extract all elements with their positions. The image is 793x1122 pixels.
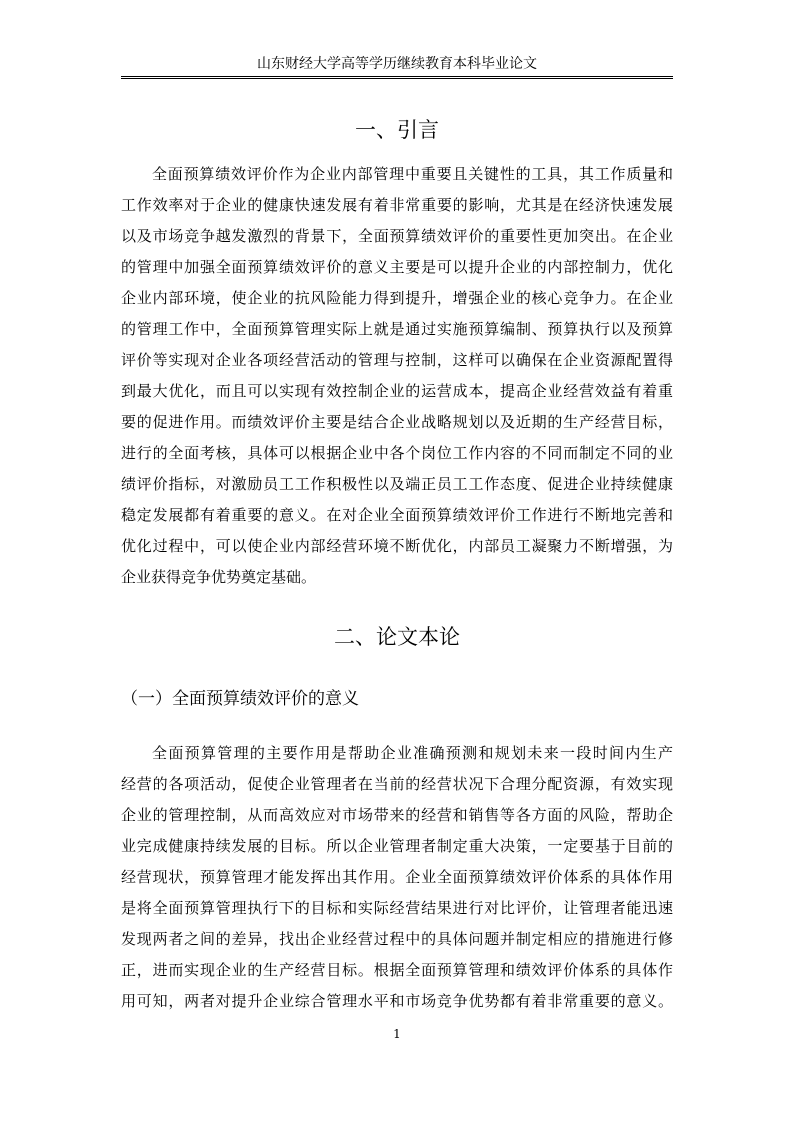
paragraph-line: 发现两者之间的差异，找出企业经营过程中的具体问题并制定相应的措施进行修 — [121, 930, 673, 948]
subsection-heading: （一）全面预算绩效评价的意义 — [121, 689, 359, 709]
paragraph-line: 绩评价指标，对激励员工工作积极性以及端正员工工作态度、促进企业持续健康 — [121, 475, 673, 493]
paragraph-line: 进行的全面考核，具体可以根据企业中各个岗位工作内容的不同而制定不同的业 — [121, 444, 673, 462]
paragraph-line: 工作效率对于企业的健康快速发展有着非常重要的影响，尤其是在经济快速发展 — [121, 196, 673, 214]
paragraph-line: 到最大优化，而且可以实现有效控制企业的运营成本，提高企业经营效益有着重 — [121, 382, 673, 400]
paragraph-line: 的管理工作中，全面预算管理实际上就是通过实施预算编制、预算执行以及预算 — [121, 320, 673, 338]
paragraph-line: 以及市场竞争越发激烈的背景下，全面预算绩效评价的重要性更加突出。在企业 — [121, 227, 673, 245]
paragraph-line: 企业获得竞争优势奠定基础。 — [121, 568, 317, 586]
paragraph-line: 全面预算管理的主要作用是帮助企业准确预测和规划未来一段时间内生产 — [152, 744, 673, 762]
section-heading-introduction: 一、引言 — [355, 118, 439, 142]
page-header: 山东财经大学高等学历继续教育本科毕业论文 — [257, 56, 537, 72]
paragraph-line: 业完成健康持续发展的目标。所以企业管理者制定重大决策，一定要基于目前的 — [121, 837, 673, 855]
paragraph-line: 优化过程中，可以使企业内部经营环境不断优化，内部员工凝聚力不断增强，为 — [121, 537, 673, 555]
section-heading-main-body: 二、论文本论 — [334, 625, 460, 649]
header-divider — [121, 76, 673, 79]
paragraph-line: 企业内部环境，使企业的抗风险能力得到提升，增强企业的核心竞争力。在企业 — [121, 289, 673, 307]
paragraph-line: 是将全面预算管理执行下的目标和实际经营结果进行对比评价，让管理者能迅速 — [121, 899, 673, 917]
paragraph-line: 经营现状，预算管理才能发挥出其作用。企业全面预算绩效评价体系的具体作用 — [121, 868, 673, 886]
paragraph-line: 要的促进作用。而绩效评价主要是结合企业战略规划以及近期的生产经营目标， — [121, 413, 673, 431]
paragraph-line: 用可知，两者对提升企业综合管理水平和市场竞争优势都有着非常重要的意义。 — [121, 992, 673, 1010]
paragraph-line: 全面预算绩效评价作为企业内部管理中重要且关键性的工具，其工作质量和 — [152, 165, 673, 183]
paragraph-line: 企业的管理控制，从而高效应对市场带来的经营和销售等各方面的风险，帮助企 — [121, 806, 673, 824]
paragraph-line: 稳定发展都有着重要的意义。在对企业全面预算绩效评价工作进行不断地完善和 — [121, 506, 673, 524]
page-number: 1 — [393, 1027, 401, 1041]
paragraph-line: 的管理中加强全面预算绩效评价的意义主要是可以提升企业的内部控制力，优化 — [121, 258, 673, 276]
paragraph-line: 正，进而实现企业的生产经营目标。根据全面预算管理和绩效评价体系的具体作 — [121, 961, 673, 979]
paragraph-line: 经营的各项活动，促使企业管理者在当前的经营状况下合理分配资源，有效实现 — [121, 775, 673, 793]
paragraph-line: 评价等实现对企业各项经营活动的管理与控制，这样可以确保在企业资源配置得 — [121, 351, 673, 369]
